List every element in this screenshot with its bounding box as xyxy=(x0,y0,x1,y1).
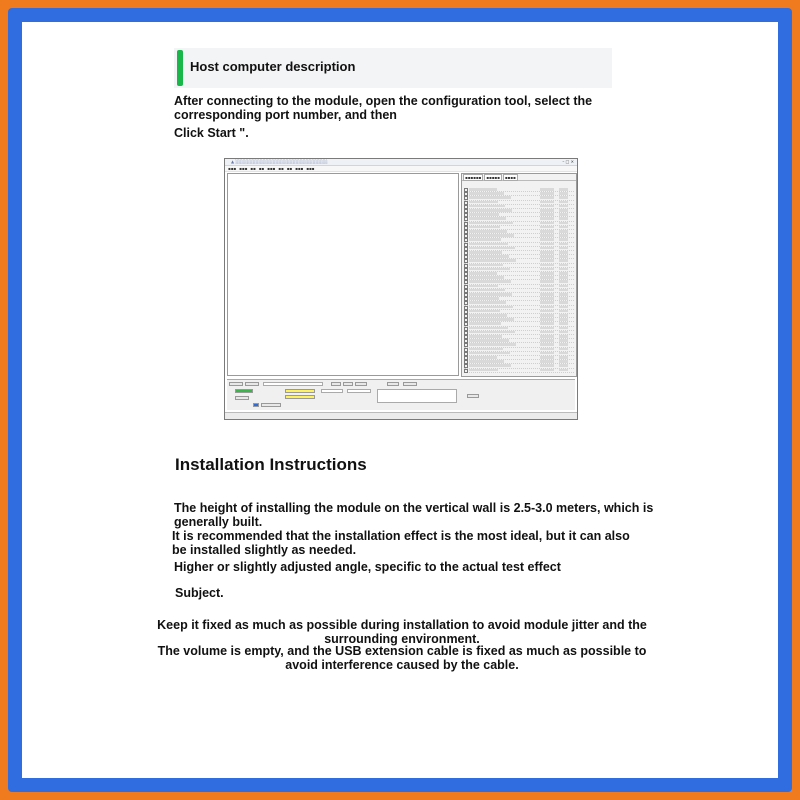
command-row-comment xyxy=(540,251,554,254)
command-row-text xyxy=(469,327,508,330)
command-row-comment xyxy=(540,297,554,300)
command-row-comment xyxy=(540,255,554,258)
command-row-comment xyxy=(540,310,554,313)
command-row-text xyxy=(469,289,505,292)
install-p5-line1: Keep it fixed as much as possible during installation to avoid module jitter and the xyxy=(157,618,647,632)
command-row-text xyxy=(469,201,498,204)
command-row-text xyxy=(469,352,510,355)
hex-send-checkbox xyxy=(285,395,315,399)
command-row-checkbox xyxy=(464,369,468,373)
send-controls xyxy=(227,379,575,410)
command-row-text xyxy=(469,192,504,195)
install-p1-line1: The height of installing the module on the vertical wall is 2.5-3.0 meters, which is xyxy=(174,501,654,515)
command-row-text xyxy=(469,314,507,317)
command-tabs: ▪▪▪▪▪▪ ▪▪▪▪▪ ▪▪▪▪ xyxy=(462,174,576,181)
install-p3: Higher or slightly adjusted angle, specific to the actual test effect xyxy=(174,560,561,574)
send-text-area xyxy=(377,389,457,403)
command-row-delay xyxy=(559,251,568,254)
command-row-text xyxy=(469,243,508,246)
command-row-comment xyxy=(540,352,554,355)
command-row-comment xyxy=(540,201,554,204)
command-row-delay xyxy=(559,360,568,363)
command-row-delay xyxy=(559,314,568,317)
command-row-comment xyxy=(540,272,554,275)
baud-select xyxy=(347,389,371,393)
command-row-delay xyxy=(559,276,568,279)
command-row-comment xyxy=(540,280,554,283)
command-row-delay xyxy=(559,280,568,283)
promo-banner xyxy=(261,403,281,407)
command-row-delay xyxy=(559,255,568,258)
command-row-comment xyxy=(540,339,554,342)
command-row-delay xyxy=(559,364,568,367)
command-row-text xyxy=(469,259,516,262)
command-row-text xyxy=(469,306,513,309)
command-row-text xyxy=(469,322,501,325)
command-row-comment xyxy=(540,314,554,317)
send-file-button xyxy=(245,382,259,386)
command-row-comment xyxy=(540,259,554,262)
command-row-delay xyxy=(559,352,568,355)
command-row-delay xyxy=(559,285,568,288)
command-row-text xyxy=(469,335,502,338)
command-row-delay xyxy=(559,201,568,204)
timed-send-checkbox xyxy=(285,389,315,393)
install-p6-line2: avoid interference caused by the cable. xyxy=(285,658,519,672)
command-row-text xyxy=(469,217,506,220)
file-path-field xyxy=(263,382,323,386)
command-row-comment xyxy=(540,230,554,233)
info-badge xyxy=(253,403,259,407)
command-row-text xyxy=(469,285,498,288)
command-row-comment xyxy=(540,192,554,195)
command-row-comment xyxy=(540,348,554,351)
window-controls: – □ ✕ xyxy=(562,159,574,164)
command-row-comment xyxy=(540,289,554,292)
command-row-comment xyxy=(540,331,554,334)
command-row-delay xyxy=(559,348,568,351)
command-row-delay xyxy=(559,234,568,237)
command-row-delay xyxy=(559,322,568,325)
command-row-comment xyxy=(540,335,554,338)
command-row-text xyxy=(469,226,500,229)
screenshot-titlebar xyxy=(225,159,577,166)
receive-area xyxy=(227,173,459,376)
command-row-text xyxy=(469,331,515,334)
command-row-delay xyxy=(559,339,568,342)
command-row-delay xyxy=(559,310,568,313)
command-row-comment xyxy=(540,360,554,363)
section-accent-bar xyxy=(177,50,183,86)
command-row-comment xyxy=(540,276,554,279)
intro-line-2: corresponding port number, and then xyxy=(174,108,397,122)
command-row-text xyxy=(469,268,510,271)
command-row-comment xyxy=(540,285,554,288)
command-row-text xyxy=(469,293,512,296)
command-row-comment xyxy=(540,222,554,225)
command-row-comment xyxy=(540,327,554,330)
command-row xyxy=(464,369,574,373)
install-p1-line2: generally built. xyxy=(174,515,263,529)
command-row-delay xyxy=(559,343,568,346)
port-select xyxy=(235,396,249,400)
command-list-panel xyxy=(461,173,577,377)
open-file-button xyxy=(229,382,243,386)
screenshot-statusbar xyxy=(225,412,577,419)
command-row-comment xyxy=(540,226,554,229)
command-row-delay xyxy=(559,209,568,212)
document-page xyxy=(22,22,778,778)
command-row-text xyxy=(469,205,505,208)
command-row-text xyxy=(469,280,511,283)
command-row-text xyxy=(469,188,497,191)
command-row-text xyxy=(469,196,511,199)
section-header xyxy=(174,48,612,88)
command-row-delay xyxy=(559,259,568,262)
command-row-delay xyxy=(559,331,568,334)
english-button xyxy=(387,382,399,386)
clear-button xyxy=(343,382,353,386)
command-row-comment xyxy=(540,209,554,212)
command-row-comment xyxy=(540,306,554,309)
command-row-text xyxy=(469,222,513,225)
command-row-delay xyxy=(559,335,568,338)
send-button xyxy=(467,394,479,398)
command-row-text xyxy=(469,234,514,237)
command-row-comment xyxy=(540,264,554,267)
command-row-delay xyxy=(559,213,568,216)
command-row-delay xyxy=(559,306,568,309)
command-row-delay xyxy=(559,369,568,372)
command-row-comment xyxy=(540,268,554,271)
command-row-delay xyxy=(559,293,568,296)
command-row-comment xyxy=(540,238,554,241)
command-row-text xyxy=(469,339,509,342)
install-p2-line1: It is recommended that the installation effect is the most ideal, but it can also xyxy=(172,529,630,543)
command-row-text xyxy=(469,364,511,367)
command-row-delay xyxy=(559,289,568,292)
command-row-text xyxy=(469,276,504,279)
install-p6-line1: The volume is empty, and the USB extension cable is fixed as much as possible to xyxy=(157,644,647,658)
config-tool-screenshot xyxy=(224,158,578,420)
command-row-delay xyxy=(559,268,568,271)
command-row-text xyxy=(469,264,503,267)
command-row-text xyxy=(469,356,497,359)
command-row-delay xyxy=(559,243,568,246)
command-row-delay xyxy=(559,318,568,321)
command-row-delay xyxy=(559,297,568,300)
intro-line-1: After connecting to the module, open the configuration tool, select the xyxy=(174,94,593,108)
command-row-comment xyxy=(540,213,554,216)
command-row-comment xyxy=(540,343,554,346)
command-row-delay xyxy=(559,205,568,208)
command-row-text xyxy=(469,238,501,241)
command-row-delay xyxy=(559,192,568,195)
intro-line-3: Click Start ". xyxy=(174,126,249,140)
open-port-button xyxy=(235,389,253,393)
command-row-comment xyxy=(540,318,554,321)
command-row-text xyxy=(469,272,497,275)
command-row-delay xyxy=(559,272,568,275)
screenshot-title-text: ▲ ░░░░░░░░░░░░░░░░░░░░░░░░░░░░░░ xyxy=(231,159,328,164)
command-row-text xyxy=(469,213,499,216)
command-row-delay xyxy=(559,196,568,199)
install-p5-line2: surrounding environment. xyxy=(324,632,480,646)
expand-button xyxy=(403,382,417,386)
command-row-comment xyxy=(540,196,554,199)
command-row-delay xyxy=(559,238,568,241)
command-row-delay xyxy=(559,301,568,304)
installation-heading: Installation Instructions xyxy=(175,455,367,474)
options-button xyxy=(355,382,367,386)
command-row-comment xyxy=(540,369,554,372)
command-row-text xyxy=(469,230,507,233)
command-row-delay xyxy=(559,230,568,233)
command-row-text xyxy=(469,209,512,212)
command-row-delay xyxy=(559,222,568,225)
section-title: Host computer description xyxy=(190,59,356,74)
command-row-delay xyxy=(559,264,568,267)
command-row-text xyxy=(469,318,514,321)
command-row-comment xyxy=(540,243,554,246)
command-row-text xyxy=(469,255,509,258)
command-row-text xyxy=(469,247,515,250)
command-row-delay xyxy=(559,247,568,250)
command-row-delay xyxy=(559,226,568,229)
command-row-comment xyxy=(540,188,554,191)
command-row-delay xyxy=(559,188,568,191)
install-p4: Subject. xyxy=(175,586,224,600)
command-row-text xyxy=(469,251,502,254)
command-row-text xyxy=(469,369,498,372)
command-row-comment xyxy=(540,301,554,304)
command-row-comment xyxy=(540,293,554,296)
command-row-delay xyxy=(559,356,568,359)
command-row-comment xyxy=(540,205,554,208)
screenshot-menubar: ▪▪▪ ▪▪▪ ▪▪ ▪▪ ▪▪▪ ▪▪ ▪▪ ▪▪▪ ▪▪▪ xyxy=(225,166,577,172)
command-row-text xyxy=(469,343,516,346)
command-row-text xyxy=(469,301,506,304)
command-row-text xyxy=(469,297,499,300)
command-row-delay xyxy=(559,327,568,330)
command-row-text xyxy=(469,348,503,351)
command-row-delay xyxy=(559,217,568,220)
command-row-comment xyxy=(540,217,554,220)
command-row-comment xyxy=(540,234,554,237)
interval-field xyxy=(321,389,343,393)
command-row-comment xyxy=(540,356,554,359)
command-row-comment xyxy=(540,247,554,250)
save-button xyxy=(331,382,341,386)
command-row-text xyxy=(469,310,500,313)
install-p2-line2: be installed slightly as needed. xyxy=(172,543,357,557)
command-row-comment xyxy=(540,322,554,325)
command-row-text xyxy=(469,360,504,363)
command-row-comment xyxy=(540,364,554,367)
